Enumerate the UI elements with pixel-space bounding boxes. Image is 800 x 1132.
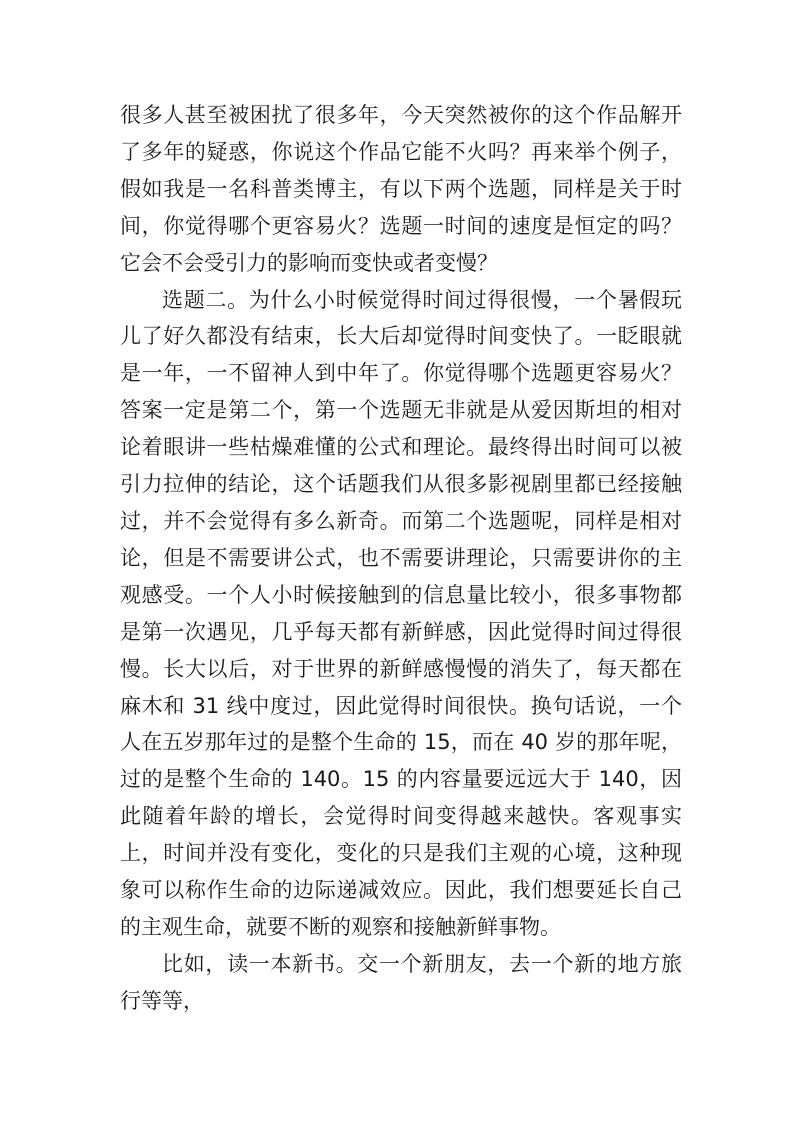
document-body bbox=[120, 97, 682, 1020]
paragraph-1: 很多人甚至被困扰了很多年，今天突然被你的这个作品解开了多年的疑惑，你说这个作品它能不火吗？再来举个例子，假如我是一名科普类博主，有以下两个选题，同样是关于时间，你觉得哪个更容易火？选题一时间的速度是恒定的吗？它会不会受引力的影响而变快或者变慢？ bbox=[120, 103, 682, 275]
paragraph-2: 选题二。为什么小时候觉得时间过得很慢，一个暑假玩儿了好久都没有结束，长大后却觉得时间变快了。一眨眼就是一年，一不留神人到中年了。你觉得哪个选题更容易火？答案一定是第二个，第一个选题无非就是从爱因斯坦的相对论着眼讲一些枯燥难懂的公式和理论。最终得出时间可以被引力拉伸的结论，这个话题我们从很多影视剧里都已经接触过，并不会觉得有多么新奇。而第二个选题呢，同样是相对论，但是不需要讲公式，也不需要讲理论，只需要讲你的主观感受。一个人小时候接触到的信息量比较小，很多事物都是第一次遇见，几乎每天都有新鲜感，因此觉得时间过得很慢。长大以后，对于世界的新鲜感慢慢的消失了，每天都在麻木和 31 线中度过，因此觉得时间很快。换句话说，一个人在五岁那年过的是整个生命的 15，而在 40 岁的那年呢，过的是整个生命的 140。15 的内容量要远远大于 140，因此随着年龄的增长，会觉得时间变得越来越快。客观事实上，时间并没有变化，变化的只是我们主观的心境，这种现象可以称作生命的边际递减效应。因此，我们想要延长自己的主观生命，就要不断的观察和接触新鲜事物。 bbox=[120, 287, 682, 939]
paragraph-3: 比如，读一本新书。交一个新朋友，去一个新的地方旅行等等， bbox=[120, 951, 682, 1013]
